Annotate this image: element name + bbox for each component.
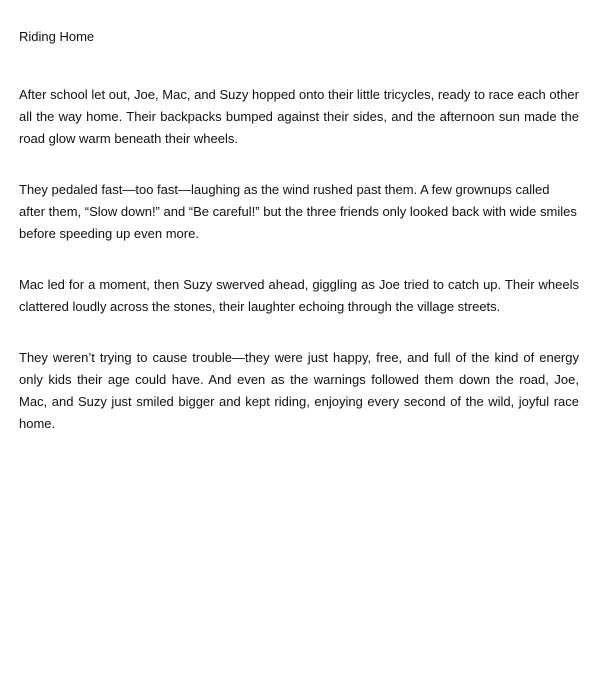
document-title: Riding Home (19, 29, 95, 44)
story-paragraph-2: They pedaled fast—too fast—laughing as the wind rushed past them. A few grownups called after them, “Slow down!” and “Be careful!” but the three friends only looked back with wide smiles before speeding up even more. (19, 182, 577, 241)
story-paragraph-3: Mac led for a moment, then Suzy swerved ahead, giggling as Joe tried to catch up. Their wheels clattered loudly across the stones, their laughter echoing through the village streets. (19, 277, 579, 314)
story-paragraph-1: After school let out, Joe, Mac, and Suzy hopped onto their little tricycles, ready to race each other all the way home. Their backpacks bumped against their sides, and the afternoon sun made the road glow warm beneath their wheels. (19, 87, 579, 146)
story-paragraph-4: They weren’t trying to cause trouble—they were just happy, free, and full of the kind of energy only kids their age could have. And even as the warnings followed them down the road, Joe, Mac, and Suzy just smiled bigger and kept riding, enjoying every second of the wild, joyful race home. (19, 350, 579, 431)
